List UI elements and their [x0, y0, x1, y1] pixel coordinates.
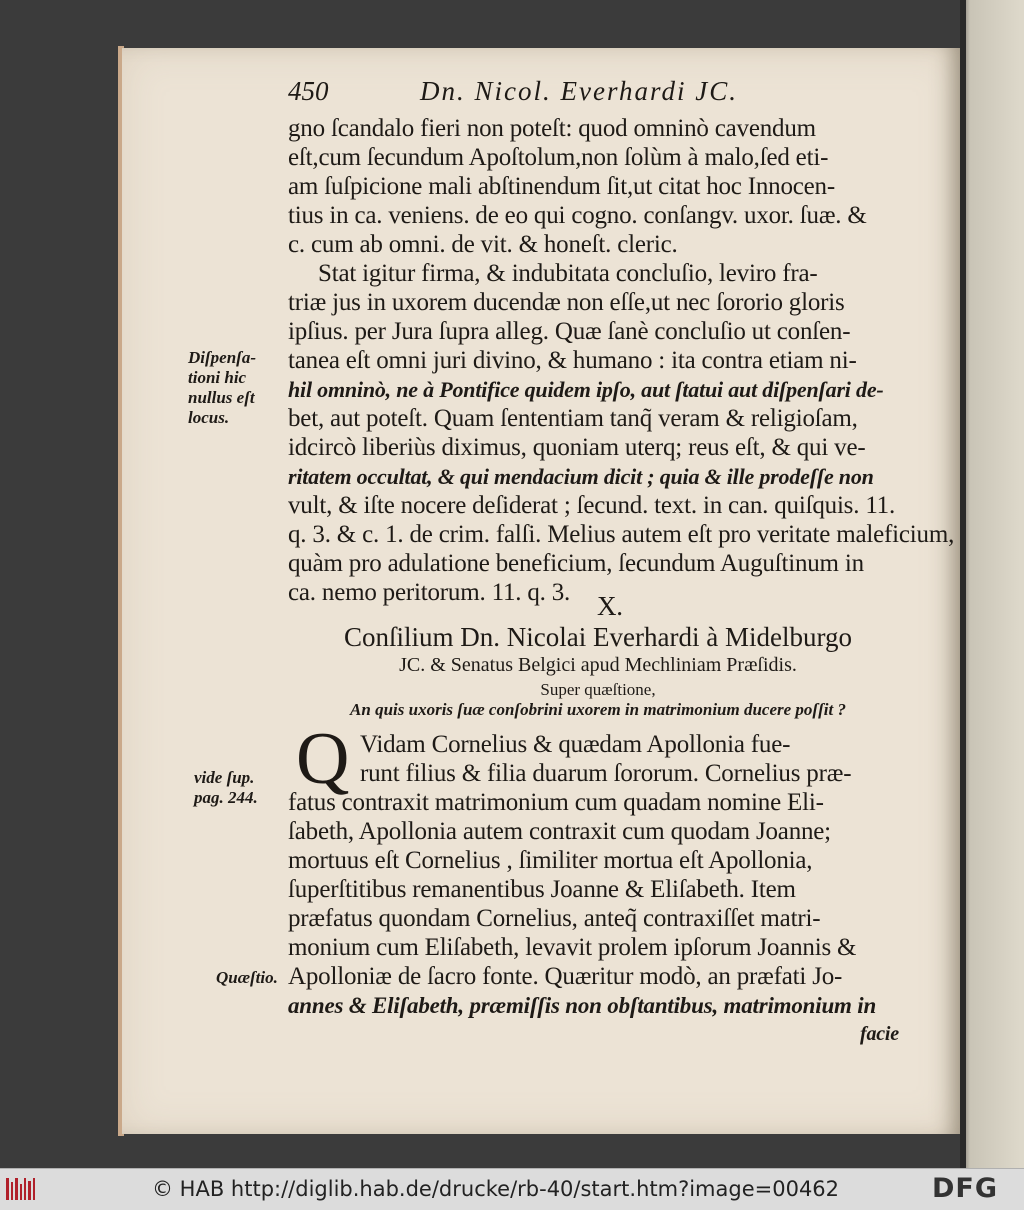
text-line: ipſius. per Jura ſupra alleg. Quæ ſanè concluſio ut conſen- — [288, 318, 851, 345]
text-line: runt filius & filia duarum ſororum. Cornelius præ- — [360, 760, 852, 787]
text-line: am ſuſpicione mali abſtinendum ſit,ut citat hoc Innocen- — [288, 173, 835, 200]
catchword: facie — [860, 1023, 899, 1045]
text-line: vult, & iſte nocere deſiderat ; ſecund. text. in can. quiſquis. 11. — [288, 492, 896, 519]
text-line: mortuus eſt Cornelius , ſimiliter mortua eſt Apollonia, — [288, 847, 813, 874]
section-subtitle: JC. & Senatus Belgici apud Mechliniam Præſidis. — [399, 654, 797, 676]
margin-note-quaestio: Quæſtio. — [216, 968, 278, 987]
margin-note-vide: vide ſup. pag. 244. — [194, 768, 258, 807]
text-line: c. cum ab omni. de vit. & honeſt. cleric. — [288, 231, 678, 258]
text-line: gno ſcandalo fieri non poteſt: quod omninò cavendum — [288, 115, 816, 142]
text-line: q. 3. & c. 1. de crim. falſi. Melius autem eſt pro veritate maleficium, — [288, 521, 955, 548]
text-line: ſabeth, Apollonia autem contraxit cum quodam Joanne; — [288, 818, 831, 845]
section-number: X. — [597, 591, 623, 621]
text-line: annes & Eliſabeth, præmiſſis non obſtantibus, matrimonium in — [288, 993, 877, 1018]
drop-cap: Q — [296, 718, 350, 800]
text-line: tanea eſt omni juri divino, & humano : ita contra etiam ni- — [288, 347, 857, 374]
text-line: ca. nemo peritorum. 11. q. 3. — [288, 579, 571, 606]
margin-note-dispensatio: Diſpenſa- tioni hic nullus eſt locus. — [188, 348, 256, 427]
source-link[interactable]: © HAB http://diglib.hab.de/drucke/rb-40/start.htm?image=00462 — [152, 1177, 840, 1201]
text-line: bet, aut poteſt. Quam ſententiam tanq̃ veram & religioſam, — [288, 405, 858, 432]
viewer-footer — [0, 1168, 1024, 1210]
text-line: præfatus quondam Cornelius, anteq̃ contraxiſſet matri- — [288, 905, 821, 932]
text-line: tius in ca. veniens. de eo qui cogno. conſangv. uxor. ſuæ. & — [288, 202, 867, 229]
facing-page-edge — [960, 0, 1024, 1168]
text-line: triæ jus in uxorem ducendæ non eſſe,ut nec ſororio gloris — [288, 289, 845, 316]
scanned-page — [122, 48, 960, 1134]
section-super: Super quæſtione, — [540, 680, 656, 699]
section-question: An quis uxoris ſuæ conſobrini uxorem in matrimonium ducere poſſit ? — [350, 700, 846, 719]
section-title: Conſilium Dn. Nicolai Everhardi à Midelburgo — [344, 622, 852, 652]
page-number: 450 — [288, 76, 329, 106]
text-line: hil omninò, ne à Pontifice quidem ipſo, aut ſtatui aut diſpenſari de- — [288, 377, 884, 402]
dfg-logo: DFG — [932, 1173, 999, 1204]
text-line: ritatem occultat, & qui mendacium dicit ; quia & ille prodeſſe non — [288, 464, 874, 489]
text-line: eſt,cum ſecundum Apoſtolum,non ſolùm à malo,ſed eti- — [288, 144, 829, 171]
running-title: Dn. Nicol. Everhardi JC. — [420, 76, 738, 106]
text-line: quàm pro adulatione beneficium, ſecundum Auguſtinum in — [288, 550, 864, 577]
text-line: Stat igitur firma, & indubitata concluſio, leviro fra- — [318, 260, 818, 287]
text-line: idcircò liberiùs diximus, quoniam uterq; reus eſt, & qui ve- — [288, 434, 866, 461]
hab-barcode-icon — [6, 1178, 38, 1200]
text-line: Apolloniæ de ſacro fonte. Quæritur modò, an præfati Jo- — [288, 963, 843, 990]
text-line: monium cum Eliſabeth, levavit prolem ipſorum Joannis & — [288, 934, 857, 961]
text-line: ſuperſtitibus remanentibus Joanne & Eliſabeth. Item — [288, 876, 796, 903]
text-line: fatus contraxit matrimonium cum quadam nomine Eli- — [288, 789, 824, 816]
text-line: Vidam Cornelius & quædam Apollonia fue- — [360, 731, 791, 758]
